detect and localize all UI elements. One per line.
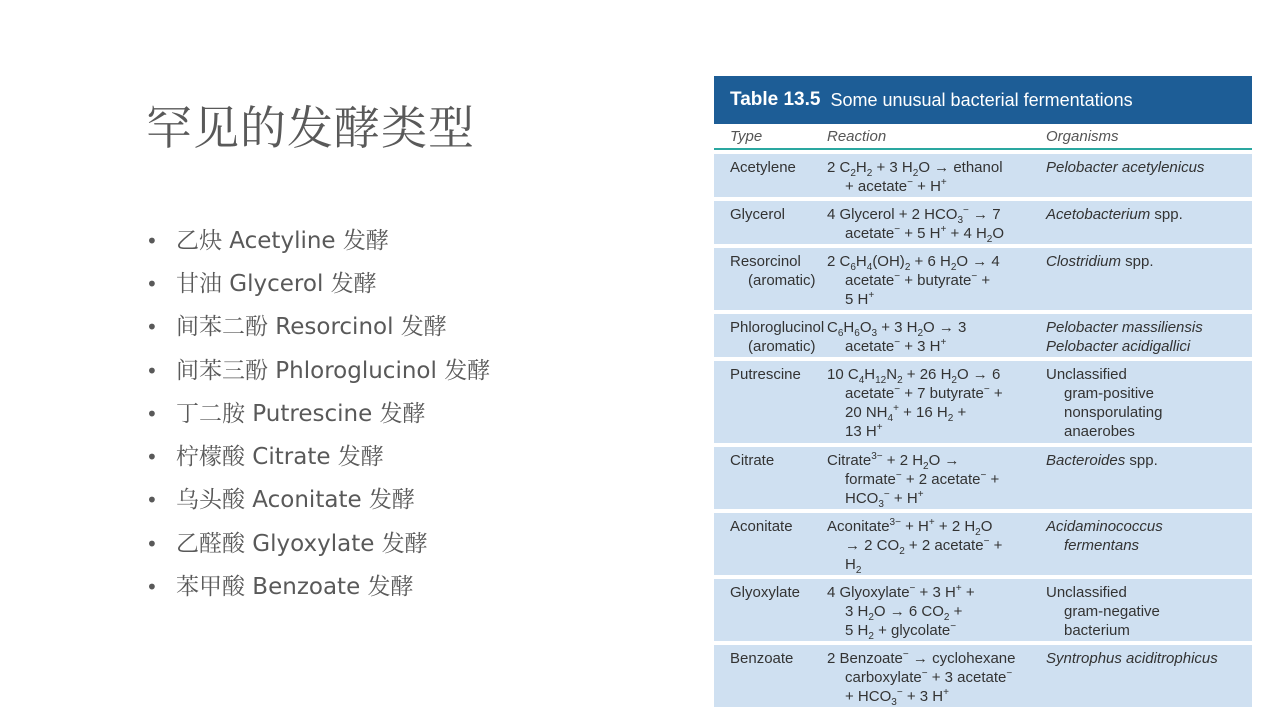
- list-item: [146, 479, 490, 522]
- list-item: [146, 435, 490, 478]
- bullet-text: 乙醛酸 Glyoxylate 发酵: [176, 530, 428, 557]
- column-header-reaction: Reaction: [827, 128, 887, 145]
- type-cell: Citrate: [730, 452, 775, 469]
- organism-cell: Pelobacter massiliensis: [1046, 319, 1203, 336]
- column-headers: [714, 124, 1252, 150]
- organism-cell: Acidaminococcus: [1046, 518, 1163, 535]
- fermentation-table: [714, 76, 1252, 707]
- bullet-text: 丁二胺 Putrescine 发酵: [176, 400, 426, 427]
- slide-title: 罕见的发酵类型: [146, 101, 475, 155]
- type-note: (aromatic): [748, 272, 816, 289]
- table-row: [714, 154, 1252, 197]
- table-row: [714, 513, 1252, 575]
- list-item: [146, 565, 490, 608]
- bullet-icon: •: [146, 488, 158, 513]
- organism-cell: Unclassified: [1046, 584, 1127, 601]
- type-cell: Benzoate: [730, 650, 794, 667]
- list-item: [146, 349, 490, 392]
- type-cell: Glycerol: [730, 206, 786, 223]
- type-note: (aromatic): [748, 338, 816, 355]
- bullet-icon: •: [146, 575, 158, 600]
- bullet-icon: •: [146, 271, 158, 296]
- bullet-text: 苯甲酸 Benzoate 发酵: [176, 574, 414, 601]
- column-header-organisms: Organisms: [1046, 128, 1119, 145]
- organism-cell: gram-negative: [1064, 603, 1160, 620]
- reaction-cell: Aconitate$^{3-}$ + H+ + 2 $H_2O$ → 2 $CO_2 + 2$ acetate− + $H_2$: [827, 517, 1003, 576]
- bullet-icon: •: [146, 315, 158, 340]
- list-item: [146, 219, 490, 262]
- type-cell: Aconitate: [730, 518, 793, 535]
- table-caption: Some unusual bacterial fermentations: [830, 89, 1133, 110]
- reaction-cell: 2 Benzoate− → cyclohexane carboxylate− + 3 acetate− + $HCO_3^- + 3$ H+: [827, 649, 1016, 708]
- bullet-text: 甘油 Glycerol 发酵: [176, 270, 377, 297]
- type-cell: Resorcinol: [730, 253, 801, 270]
- table-row: [714, 645, 1252, 707]
- organism-cell: fermentans: [1064, 537, 1140, 554]
- bullet-text: 间苯二酚 Resorcinol 发酵: [176, 314, 447, 341]
- organism-cell: Pelobacter acidigallici: [1046, 338, 1191, 355]
- table-row: [714, 361, 1252, 443]
- table-header: [714, 76, 1252, 124]
- bullet-icon: •: [146, 401, 158, 426]
- bullet-icon: •: [146, 445, 158, 470]
- bullet-text: 间苯三酚 Phloroglucinol 发酵: [176, 357, 491, 384]
- type-cell: Acetylene: [730, 159, 796, 176]
- table-row: [714, 579, 1252, 641]
- table-row: Resorcinol (aromatic) 2 $C_6H_4(OH)_2 + 6$ $H_2O \to 4$ acetate− + butyrate− + 5 H+ Clostridium spp.: [714, 248, 1252, 310]
- table-row: [714, 314, 1252, 357]
- list-item: [146, 392, 490, 435]
- reaction-cell: 2 $C_6H_4(OH)_2 + 6$ $H_2O \to 4$ acetate− + butyrate− + 5 H+: [827, 253, 1000, 308]
- organism-cell: bacterium: [1064, 622, 1130, 639]
- table-row: Glycerol 4 Glycerol + 2 $HCO_3^- \to 7$ acetate− + 5 H+ + 4 $H_2O$ Acetobacterium spp.: [714, 201, 1252, 244]
- reaction-cell: 4 Glyoxylate− + 3 H+ + 3 $H_2O \to 6$ $CO_2$ + 5 $H_2$ + glycolate−: [827, 583, 975, 642]
- organism-cell: gram-positive: [1064, 385, 1155, 402]
- list-item: [146, 306, 490, 349]
- bullet-text: 乙炔 Acetyline 发酵: [176, 227, 389, 254]
- bullet-icon: •: [146, 358, 158, 383]
- table-number: Table 13.5: [730, 89, 821, 110]
- reaction-cell: 4 Glycerol + 2 $HCO_3^- \to 7$ acetate− + 5 H+ + 4 $H_2O$: [827, 205, 1005, 245]
- bullet-icon: •: [146, 228, 158, 253]
- organism-cell: Pelobacter acetylenicus: [1046, 159, 1205, 176]
- reaction-cell: 2 $C_2H_2 + 3$ $H_2O$ → ethanol + acetate− + H+: [827, 159, 1003, 195]
- type-cell: Glyoxylate: [730, 584, 801, 601]
- column-header-type: Type: [730, 128, 763, 145]
- reaction-cell: 10 $C_4H_{12}N_2 + 26$ $H_2O \to 6$ acetate− + 7 butyrate− + 20 $NH_4^+ + 16$ $H_2$ + 13 H+: [827, 366, 1003, 440]
- organism-cell: Unclassified: [1046, 366, 1127, 383]
- type-cell: Putrescine: [730, 366, 801, 383]
- bullet-icon: •: [146, 531, 158, 556]
- organism-cell: nonsporulating: [1064, 404, 1163, 421]
- table-row: Citrate Citrate$^{3-}$ + 2 $H_2O$ → formate− + 2 acetate− + $HCO_3^- + H^+$ Bacteroides spp.: [714, 447, 1252, 509]
- bullet-text: 柠檬酸 Citrate 发酵: [176, 444, 384, 471]
- type-cell: Phloroglucinol: [730, 319, 825, 336]
- reaction-cell: Citrate$^{3-}$ + 2 $H_2O$ → formate− + 2 acetate− + $HCO_3^- + H^+$: [827, 451, 1000, 510]
- reaction-cell: $C_6H_6O_3 + 3$ $H_2O \to 3$ acetate− + 3 H+: [827, 319, 967, 355]
- bullet-list: [146, 219, 490, 609]
- list-item: [146, 522, 490, 565]
- bullet-text: 乌头酸 Aconitate 发酵: [176, 487, 415, 514]
- organism-cell: anaerobes: [1064, 423, 1135, 440]
- list-item: [146, 262, 490, 305]
- organism-cell: Syntrophus aciditrophicus: [1046, 650, 1218, 667]
